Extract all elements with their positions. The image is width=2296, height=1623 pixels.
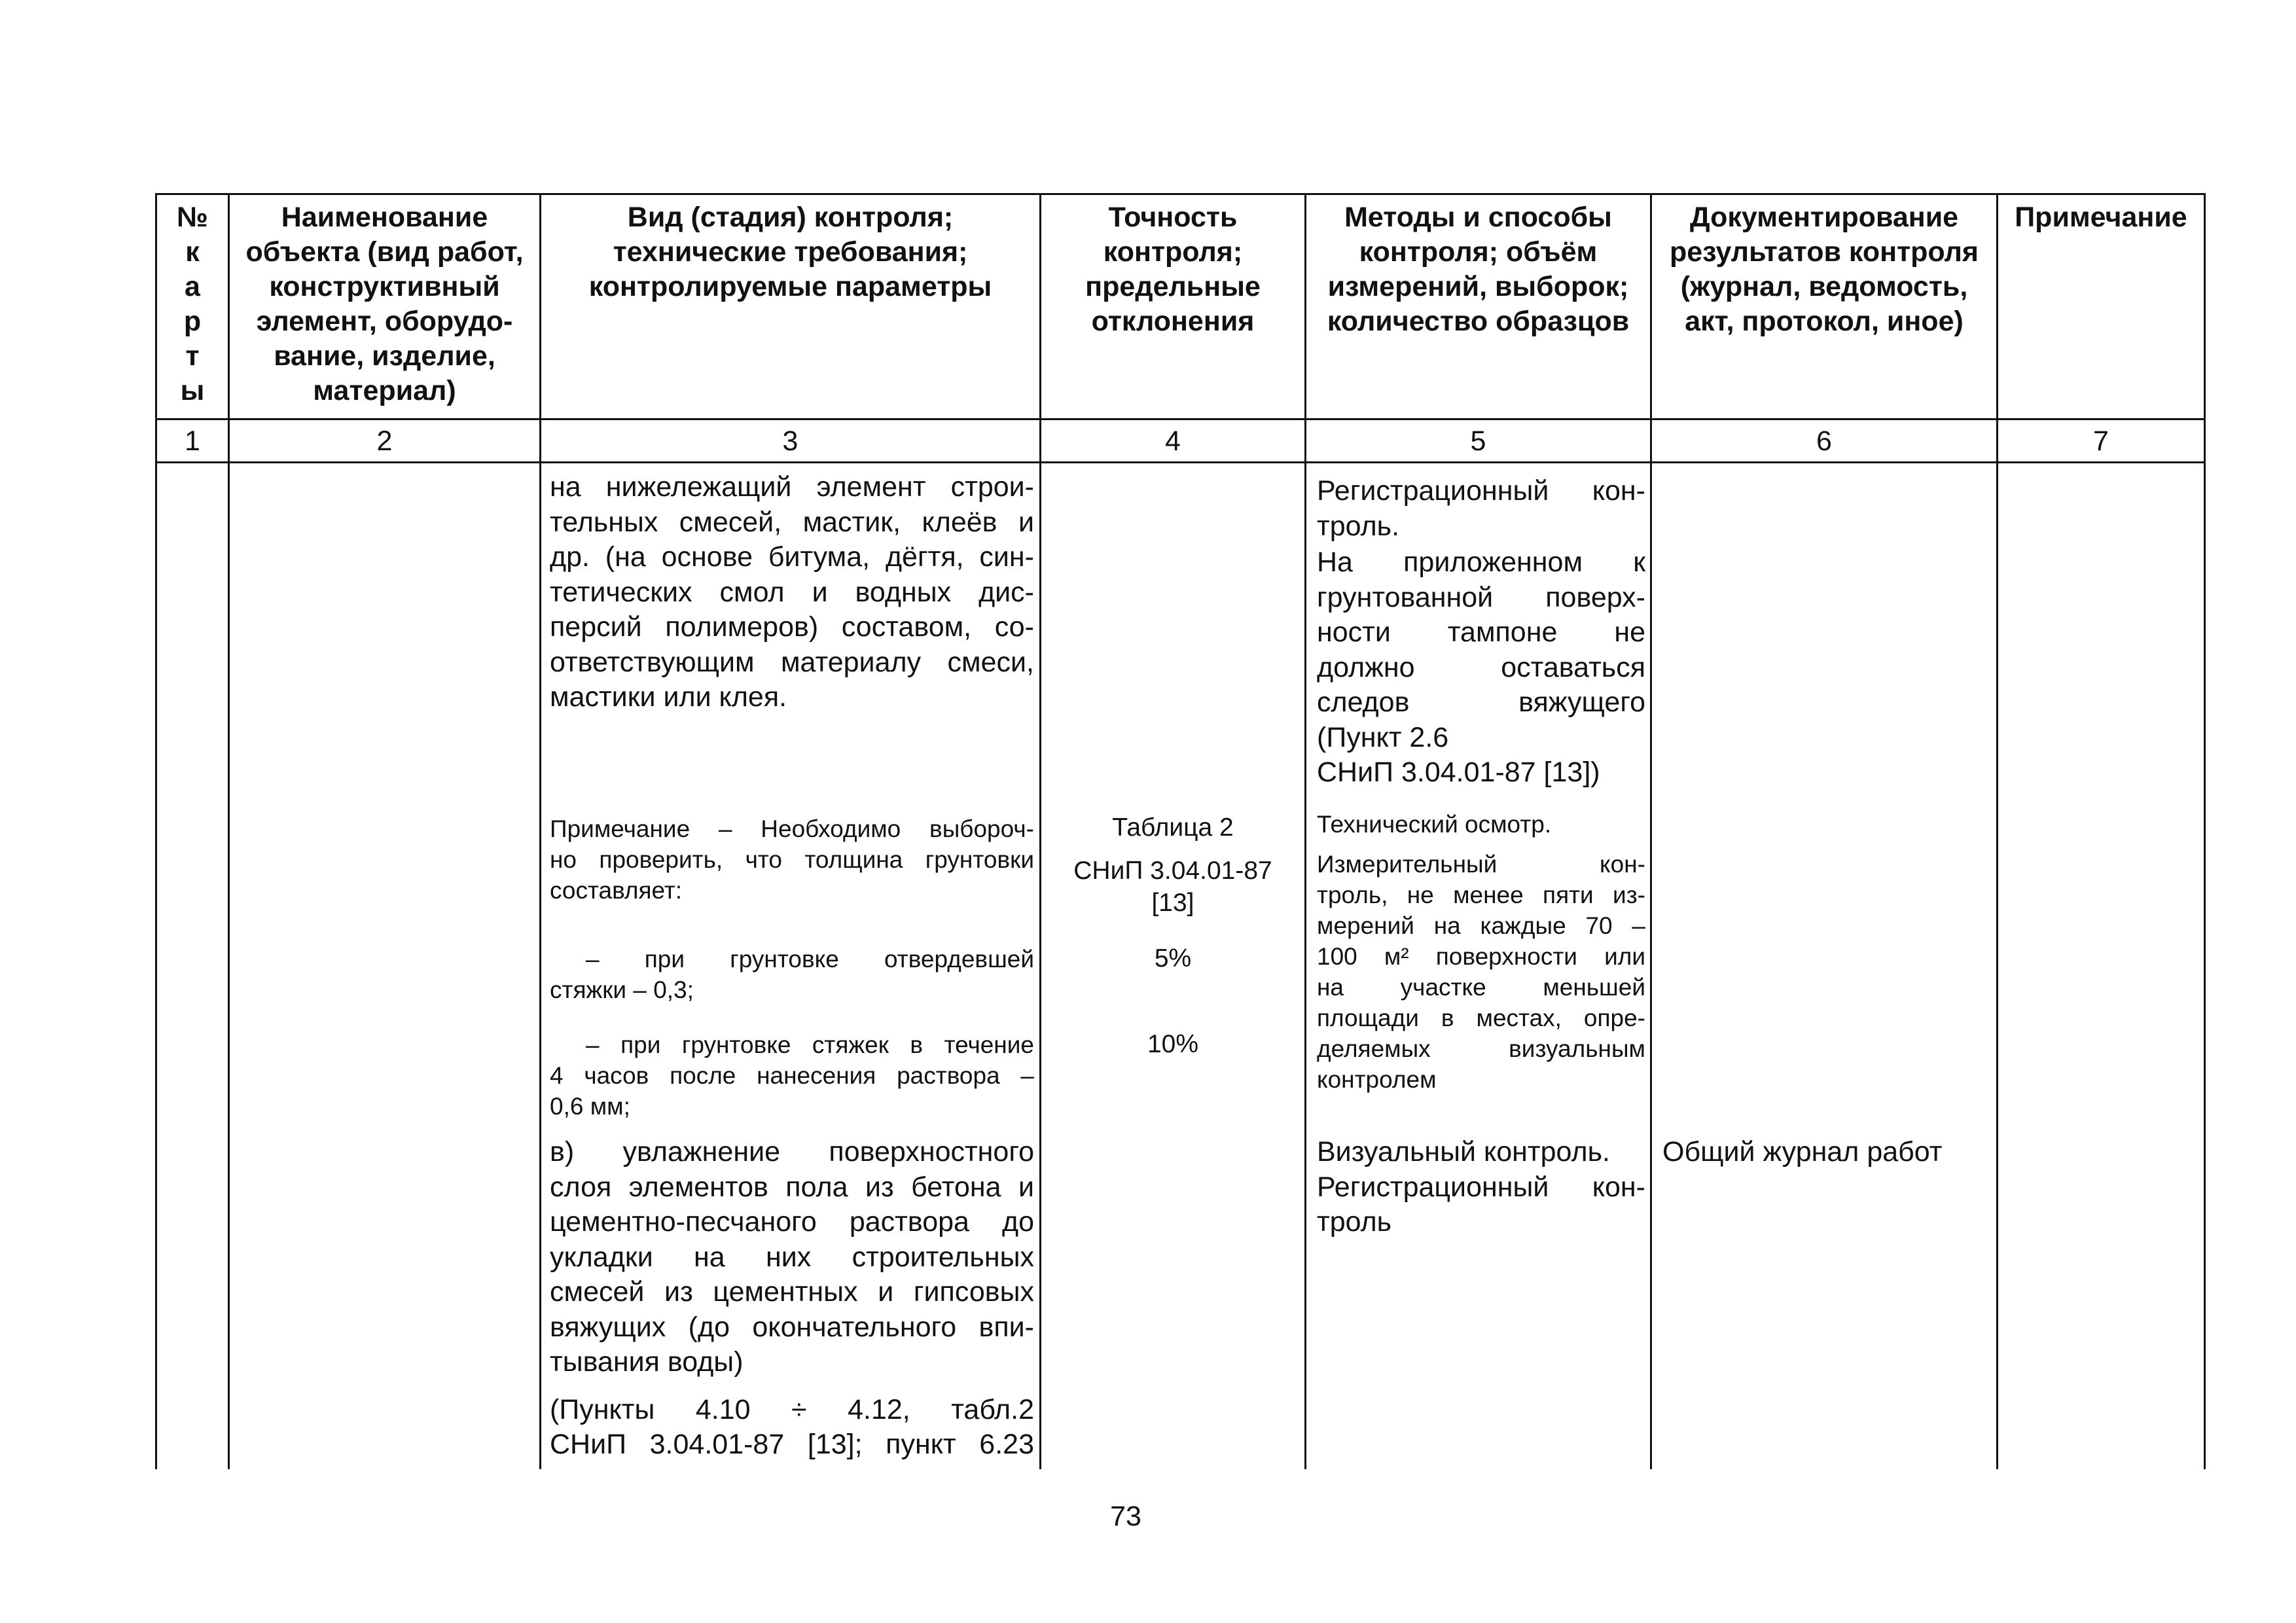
header-object-name: Наименование объекта (вид работ, конструктивный элемент, оборудо- вание, изделие, материал)	[245, 202, 524, 406]
col4-table-ref: Таблица 2	[1112, 813, 1234, 842]
col-number-1: 1	[185, 425, 200, 457]
header-note: Примечание	[2015, 202, 2187, 233]
col5-visual-control: Визуальный контроль.	[1317, 1136, 1610, 1168]
col-number-4: 4	[1165, 425, 1181, 457]
numbers-bottom-border	[155, 461, 2206, 463]
col-border-2	[539, 193, 541, 1469]
col-number-5: 5	[1470, 425, 1486, 457]
col4-tolerance-5: 5%	[1154, 944, 1192, 972]
col5-technical-inspection: Технический осмотр.	[1317, 811, 1552, 838]
col-number-2: 2	[376, 425, 393, 457]
col-number-7: 7	[2093, 425, 2109, 457]
col-number-3: 3	[782, 425, 798, 457]
header-control-type: Вид (стадия) контроля; технические требования; контролируемые параметры	[588, 202, 992, 302]
page-number: 73	[1110, 1501, 1141, 1532]
col-border-7	[2204, 193, 2206, 1469]
col-border-5	[1650, 193, 1652, 1469]
col4-snip-ref: СНиП 3.04.01-87 [13]	[1073, 857, 1272, 917]
col-border-6	[1996, 193, 1998, 1469]
header-methods: Методы и способы контроля; объём измерений, выборок; количество образцов	[1327, 202, 1630, 337]
table-top-border	[155, 193, 2206, 195]
col4-tolerance-10: 10%	[1147, 1030, 1199, 1058]
header-documentation: Документирование результатов контроля (журнал, ведомость, акт, протокол, иное)	[1669, 202, 1979, 337]
col-number-6: 6	[1816, 425, 1832, 457]
header-card-number: № к а р т ы	[177, 202, 208, 406]
col6-general-work-log: Общий журнал работ	[1662, 1136, 1943, 1168]
header-bottom-border	[155, 418, 2206, 420]
col-border-4	[1304, 193, 1306, 1469]
header-accuracy: Точность контроля; предельные отклонения	[1085, 202, 1261, 337]
